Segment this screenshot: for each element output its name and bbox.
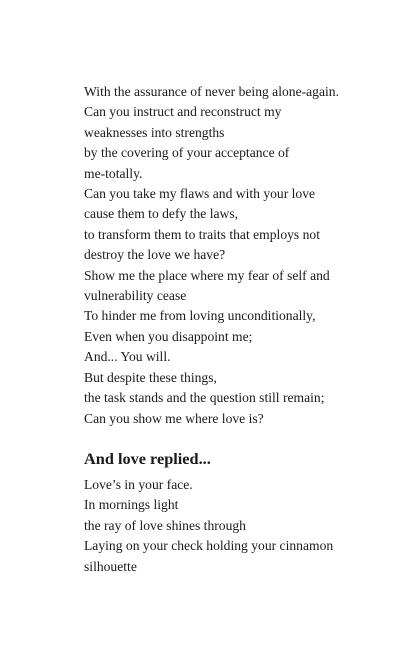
poem-line: Even when you disappoint me; [84, 328, 253, 344]
poem-line: To hinder me from loving unconditionally, [84, 308, 316, 324]
stanza-2 [84, 475, 384, 577]
poem-line: Can you show me where love is? [84, 410, 264, 426]
poem-line: destroy the love we have? [84, 247, 226, 263]
poem-line: to transform them to traits that employs not [84, 226, 320, 242]
section-heading: And love replied... [84, 448, 211, 468]
poem-line: Laying on your check holding your cinnamon [84, 538, 334, 554]
poem-line: In mornings light [84, 497, 179, 513]
poem-line: And... You will. [84, 349, 171, 365]
poem-line: cause them to defy the laws, [84, 206, 239, 222]
poem-line: Can you instruct and reconstruct my [84, 104, 282, 120]
poem-line: weaknesses into strengths [84, 124, 225, 140]
poem-line: Can you take my flaws and with your love [84, 186, 316, 202]
poem-line: With the assurance of never being alone-again. [84, 84, 339, 99]
poem-line: But despite these things, [84, 369, 217, 385]
poem-line: Show me the place where my fear of self and [84, 267, 330, 283]
poem-line: silhouette [84, 558, 137, 574]
poem-text [84, 82, 384, 577]
poem-line: me-totally. [84, 165, 143, 181]
poem-line: the task stands and the question still remain; [84, 390, 325, 406]
poem-line: the ray of love shines through [84, 517, 246, 533]
poem-line: by the covering of your acceptance of [84, 145, 290, 161]
poem-line: Love’s in your face. [84, 476, 193, 492]
stanza-1 [84, 82, 384, 429]
poem-line: vulnerability cease [84, 288, 187, 304]
